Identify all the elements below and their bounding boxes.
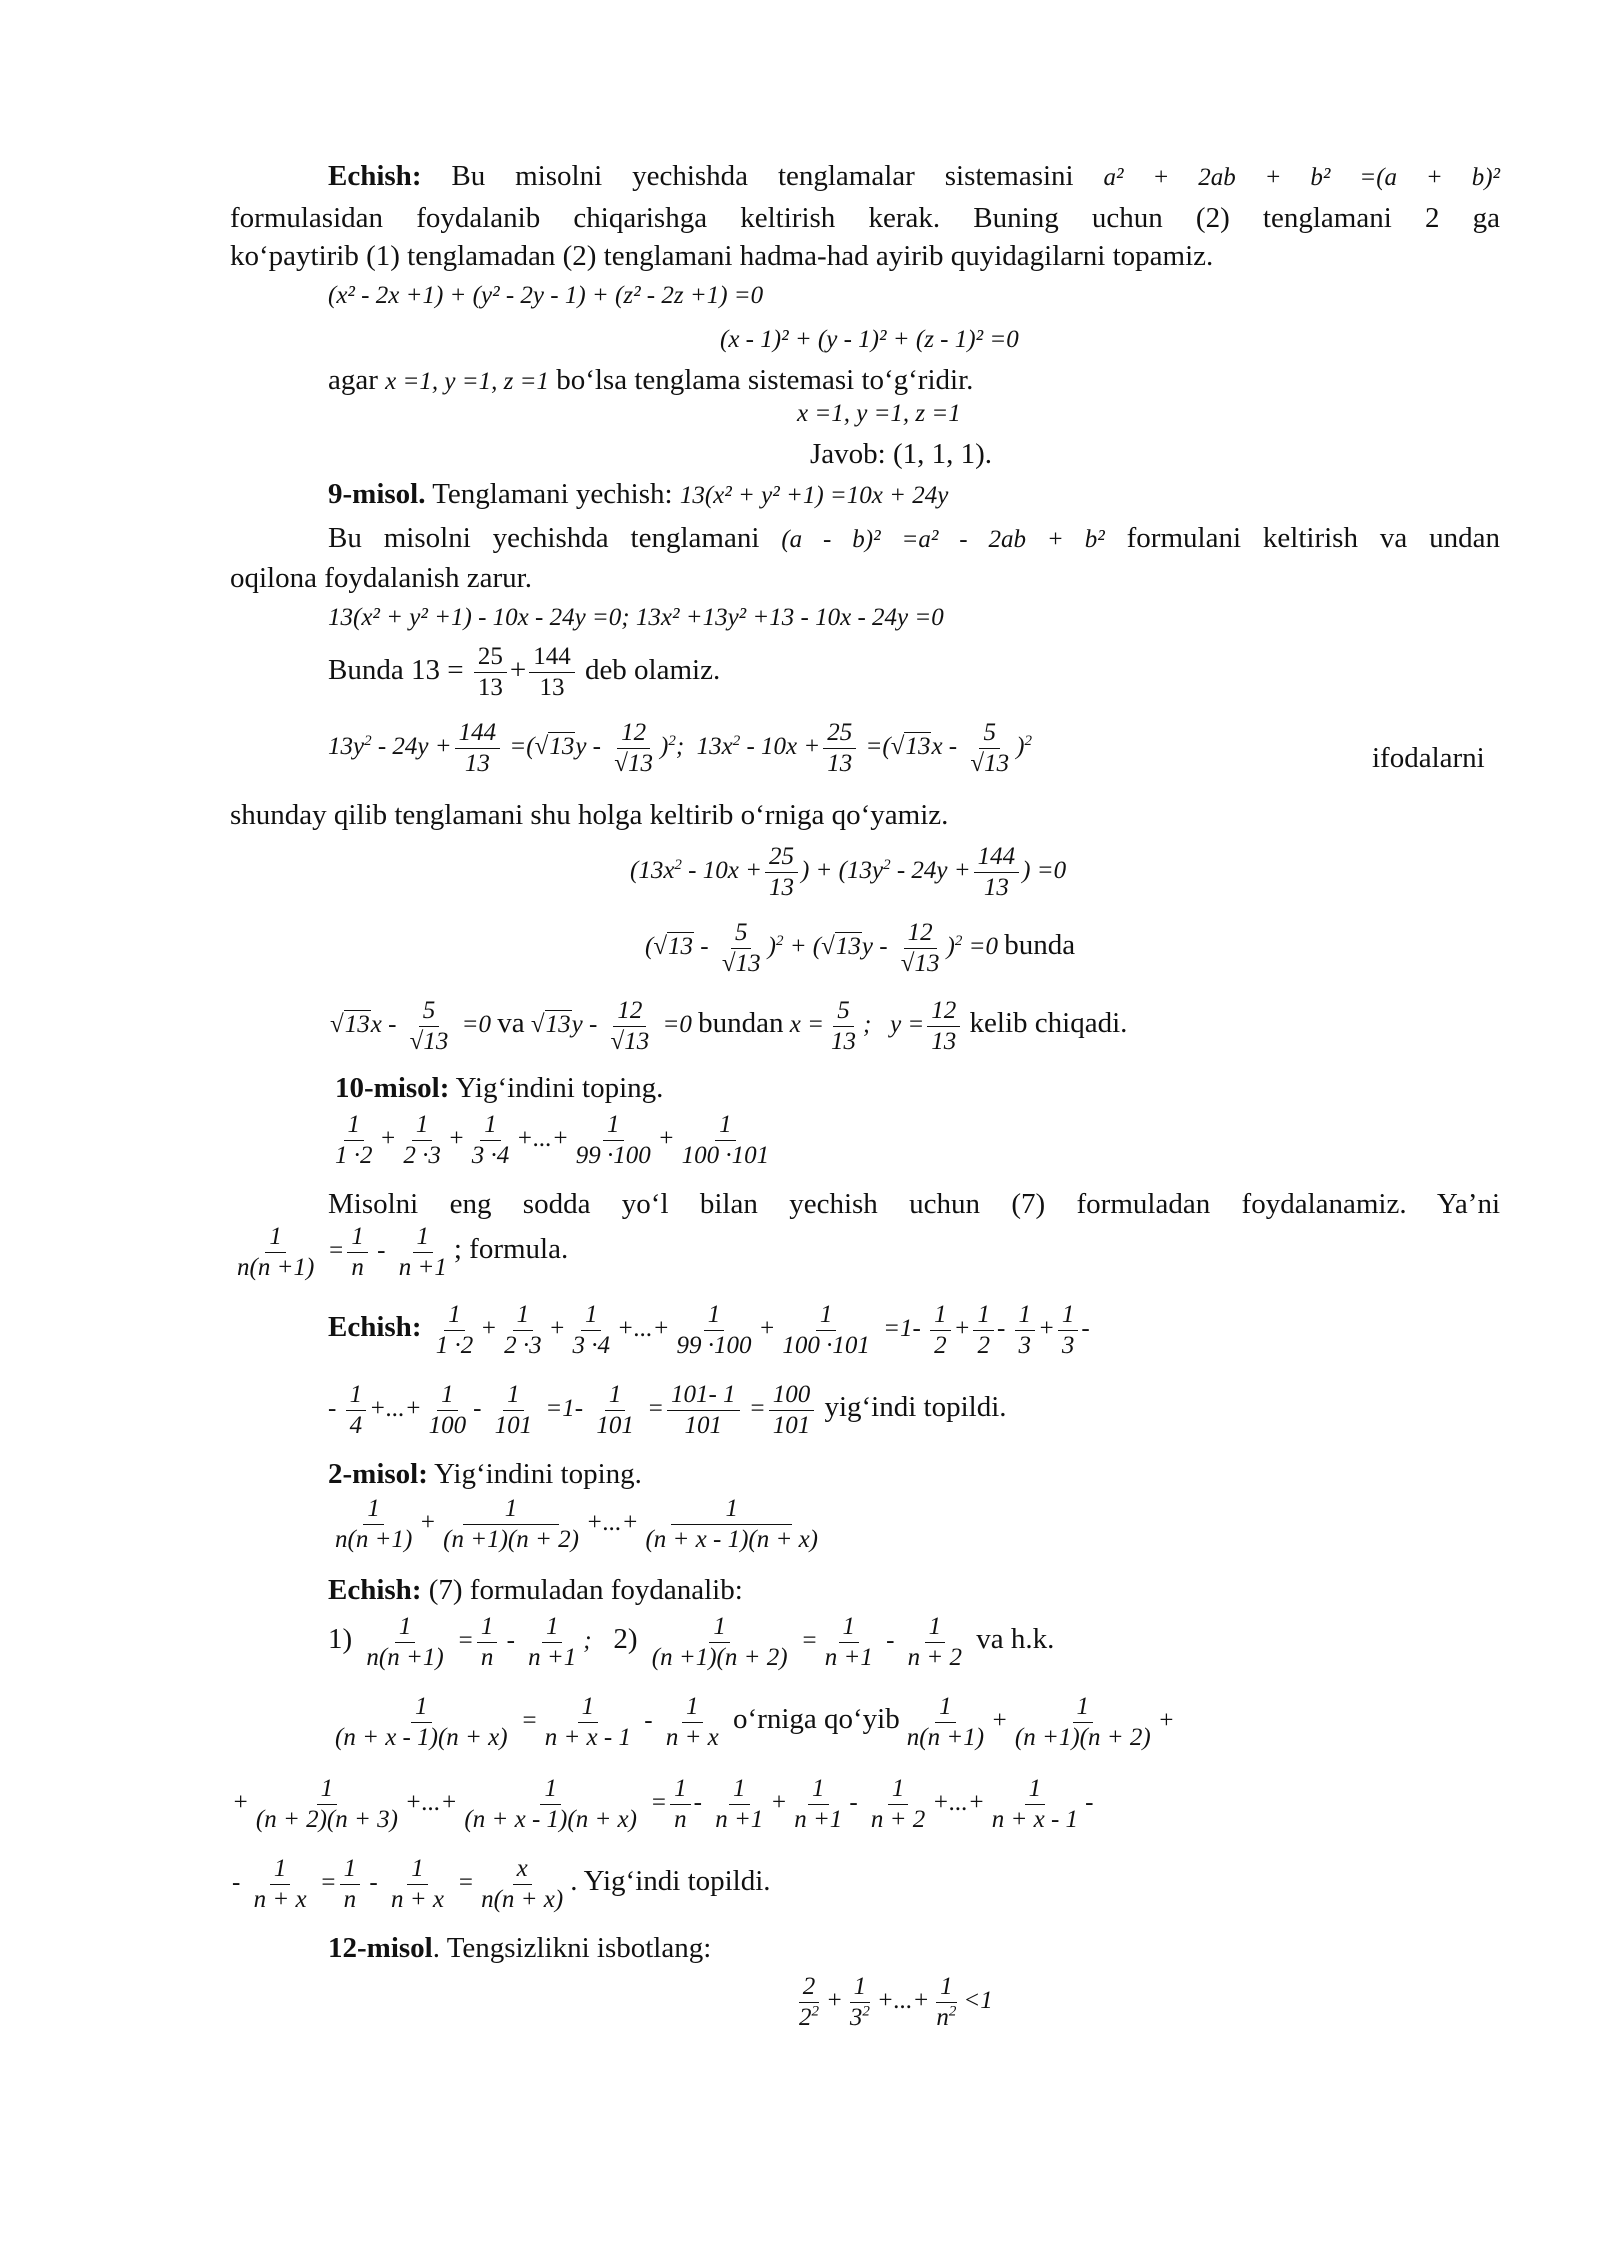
text: (7) formuladan foydanalib: (428, 1574, 743, 1606)
text: bo‘lsa tenglama sistemasi to‘g‘ridir. (556, 364, 974, 396)
text: agar (328, 364, 378, 396)
text: va (497, 1007, 525, 1040)
equation: 1) $\frac{1}{n(n +1)}$ = $\frac{1}{n}$ - $\frac{1}{n +1}$ ; 2) $\frac{1}{(n +1)(n + 2)}$ = $\frac{1}{n +1}$ - $\frac{1}{n + 2}$ va h.k. (328, 1613, 1055, 1671)
example-label: 9-misol. (328, 478, 426, 510)
text: Tenglamani yechish: (432, 478, 673, 510)
text: ifodalarni (1372, 742, 1485, 774)
answer: Javob: (1, 1, 1). (810, 438, 993, 470)
text: ; formula. (453, 1233, 569, 1266)
text: Bunda 13 = (328, 654, 464, 687)
equation: $\frac{1}{n(n +1)}$ + $\frac{1}{(n +1)(n + 2)}$ +...+ $\frac{1}{(n + x - 1)(n + x)}$ (335, 1495, 819, 1553)
paragraph-line: Bunda 13 = $\frac{25}{13}$ + $\frac{144}{13}$ deb olamiz. (328, 643, 721, 701)
paragraph-line: oqilona foydalanish zarur. (230, 562, 532, 594)
example-9 (328, 476, 948, 514)
paragraph-line: ko‘paytirib (1) tenglamadan (2) tenglamani hadma-had ayirib quyidagilarni topamiz. (230, 240, 1214, 272)
text: bundan (698, 1007, 784, 1040)
equation: - $\frac{1}{4}$ +...+ $\frac{1}{100}$ - $\frac{1}{101}$ =1- $\frac{1}{101}$ = $\frac{101- 1}{101}$ = $\frac{100}{101}$ yig‘indi topildi. (328, 1381, 1007, 1439)
equation: $\frac{1}{1 \cdot 2}$ + $\frac{1}{2 \cdot 3}$ + $\frac{1}{3 \cdot 4}$ +...+ $\frac{1}{99 \cdot 100}$ + $\frac{1}{100 \cdot 101}$ (335, 1111, 770, 1169)
paragraph-line (328, 158, 1500, 196)
equation: ($13x^2 - 10x$ + $\frac{25}{13}$ ) + ($13y^2 - 24y$ + $\frac{144}{13}$ ) =0 (630, 843, 1067, 901)
paragraph-text: Bu misolni yechishda tenglamalar sistemasini (451, 160, 1074, 192)
example-label: 2-misol: (328, 1458, 428, 1490)
formula: (a - b)² =a² - 2ab + b² (781, 526, 1105, 553)
text: yig‘indi topildi. (824, 1391, 1007, 1424)
equation: (x² - 2x +1) + (y² - 2y - 1) + (z² - 2z +1) =0 (328, 282, 764, 309)
equation: (x - 1)² + (y - 1)² + (z - 1)² =0 (720, 326, 1019, 353)
paragraph-line (328, 520, 1500, 558)
equation: (√13 - $\frac{5}{√13}$ )$^2$ + (√13y - $\frac{12}{√13}$ )$^2$ =0 bunda (645, 919, 1076, 977)
equation: 13(x² + y² +1) - 10x - 24y =0; 13x² +13y² +13 - 10x - 24y =0 (328, 604, 944, 631)
text: o‘rniga qo‘yib (733, 1703, 900, 1736)
text: Bu misolni yechishda tenglamani (328, 522, 760, 554)
example-2 (328, 1456, 642, 1492)
equation: Echish: $\frac{1}{1 \cdot 2}$ + $\frac{1}{2 \cdot 3}$ + $\frac{1}{3 \cdot 4}$ +...+ $\frac{1}{99 \cdot 100}$ + $\frac{1}{100 \cdot 101}$ =1- $\frac{1}{2}$ + $\frac{1}{2}$ - $\frac{1}{3}$ + $\frac{1}{3}$ - (328, 1301, 1090, 1359)
text: . Tengsizlikni isbotlang: (432, 1932, 712, 1964)
equation: $\frac{1}{n(n +1)}$ = $\frac{1}{n}$ - $\frac{1}{n +1}$ ; formula. (237, 1223, 569, 1281)
equation: √13x - $\frac{5}{√13}$ =0 va √13y - $\frac{12}{√13}$ =0 bundan x = $\frac{5}{13}$ ; y = $\frac{12}{13}$ kelib chiqadi. (330, 997, 1128, 1055)
equation: $\frac{2}{2^2}$ + $\frac{1}{3^2}$ +...+ $\frac{1}{n^2}$ <1 (799, 1973, 993, 2031)
formula: 13(x² + y² +1) =10x + 24y (679, 482, 949, 509)
fraction: $\frac{25}{13}$ (474, 642, 507, 703)
solution-label: Echish: (328, 160, 422, 192)
equation: $\frac{1}{(n + x - 1)(n + x)}$ = $\frac{1}{n + x - 1}$ - $\frac{1}{n + x}$ o‘rniga qo‘yib $\frac{1}{n(n +1)}$ + $\frac{1}{(n +1)(n + 2)}$ + (335, 1693, 1175, 1751)
text: formulani keltirish va undan (1126, 522, 1501, 554)
fraction: $\frac{144}{13}$ (529, 642, 575, 703)
paragraph-line: formulasidan foydalanib chiqarishga keltirish kerak. Buning uchun (2) tenglamani 2 ga (230, 202, 1500, 234)
text: . Yig‘indi topildi. (570, 1865, 771, 1898)
text: kelib chiqadi. (969, 1007, 1128, 1040)
text: deb olamiz. (584, 654, 721, 687)
solution-label: Echish: (328, 1311, 422, 1344)
paragraph-line: shunday qilib tenglamani shu holga keltirib o‘rniga qo‘yamiz. (230, 799, 949, 831)
solution-label: Echish: (328, 1574, 422, 1606)
equation: - $\frac{1}{n + x}$ = $\frac{1}{n}$ - $\frac{1}{n + x}$ = $\frac{x}{n(n + x)}$ . Yig‘indi topildi. (232, 1855, 771, 1913)
text: Yig‘indini toping. (455, 1072, 664, 1104)
text: Yig‘indini toping. (434, 1458, 642, 1490)
equation: $13y^2 - 24y$ + $\frac{144}{13}$ =(√13y - $\frac{12}{√13}$ )$^2$; $13x^2 - 10x$ + $\frac{25}{13}$ =(√13x - $\frac{5}{√13}$ )$^2$ (328, 719, 1032, 777)
formula: a² + 2ab + b² =(a + b)² (1103, 164, 1501, 191)
text: bunda (1004, 929, 1076, 962)
formula: x =1, y =1, z =1 (385, 368, 549, 395)
paragraph-line (328, 1572, 743, 1608)
example-12 (328, 1930, 711, 1966)
equation: x =1, y =1, z =1 (797, 400, 961, 427)
text: va h.k. (976, 1623, 1055, 1656)
equation: + $\frac{1}{(n + 2)(n + 3)}$ +...+ $\frac{1}{(n + x - 1)(n + x)}$ = $\frac{1}{n}$ - $\frac{1}{n +1}$ + $\frac{1}{n +1}$ - $\frac{1}{n + 2}$ +...+ $\frac{1}{n + x - 1}$ - (232, 1775, 1094, 1833)
paragraph-line: Misolni eng sodda yo‘l bilan yechish uchun (7) formuladan foydalanamiz. Ya’ni (328, 1188, 1500, 1220)
example-label: 12-misol (328, 1932, 433, 1964)
example-label: 10-misol: (335, 1072, 450, 1104)
example-10 (335, 1070, 663, 1106)
paragraph-line (328, 362, 973, 400)
